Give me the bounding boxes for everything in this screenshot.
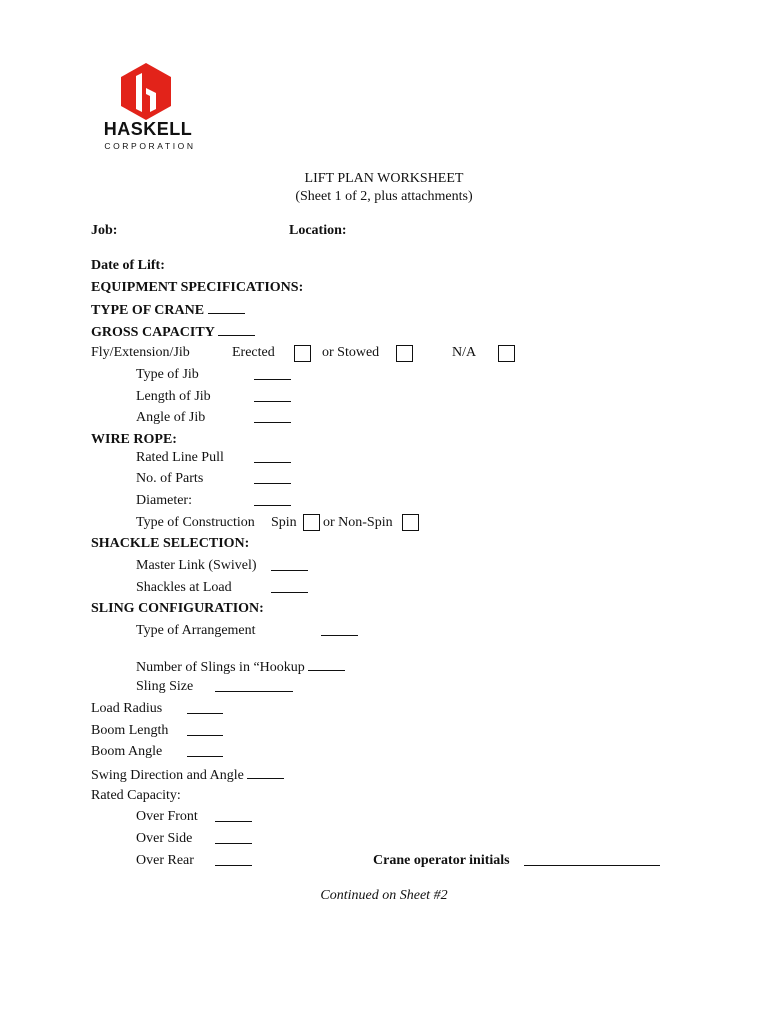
boom-angle-blank[interactable]: [187, 744, 223, 757]
type-of-arrangement-label: Type of Arrangement: [136, 623, 256, 638]
page-subtitle: (Sheet 1 of 2, plus attachments): [295, 189, 473, 204]
logo-subtext: CORPORATION: [104, 141, 196, 151]
date-of-lift-label: Date of Lift:: [91, 258, 165, 273]
page-title: LIFT PLAN WORKSHEET: [304, 171, 464, 186]
over-rear-blank[interactable]: [215, 853, 252, 866]
over-front-label: Over Front: [136, 809, 198, 824]
boom-length-label: Boom Length: [91, 723, 169, 738]
load-radius-blank[interactable]: [187, 701, 223, 714]
wire-rope-heading: WIRE ROPE:: [91, 432, 177, 447]
location-label: Location:: [289, 223, 347, 238]
over-front-blank[interactable]: [215, 809, 252, 822]
swing-direction-row: [91, 766, 284, 784]
over-side-label: Over Side: [136, 831, 193, 846]
type-of-construction-label: Type of Construction: [136, 515, 255, 530]
equipment-heading: EQUIPMENT SPECIFICATIONS:: [91, 280, 304, 295]
number-of-slings-row: [136, 658, 345, 676]
no-of-parts-label: No. of Parts: [136, 471, 204, 486]
type-of-arrangement-blank[interactable]: [321, 623, 358, 636]
shackles-at-load-blank[interactable]: [271, 580, 308, 593]
sling-size-label: Sling Size: [136, 679, 194, 694]
job-label: Job:: [91, 223, 118, 238]
rated-line-pull-label: Rated Line Pull: [136, 450, 224, 465]
type-of-crane-label: TYPE OF CRANE: [91, 303, 205, 318]
fly-extension-jib-label: Fly/Extension/Jib: [91, 345, 190, 360]
non-spin-label: or Non-Spin: [323, 515, 393, 530]
type-of-jib-label: Type of Jib: [136, 367, 199, 382]
non-spin-checkbox[interactable]: [402, 514, 419, 531]
spin-checkbox[interactable]: [303, 514, 320, 531]
swing-direction-label: Swing Direction and Angle: [91, 768, 244, 783]
gross-capacity-blank[interactable]: [218, 323, 255, 336]
shackle-heading: SHACKLE SELECTION:: [91, 536, 250, 551]
gross-capacity-label: GROSS CAPACITY: [91, 325, 215, 340]
angle-of-jib-blank[interactable]: [254, 410, 291, 423]
operator-initials-label: Crane operator initials: [373, 853, 510, 868]
master-link-blank[interactable]: [271, 558, 308, 571]
load-radius-label: Load Radius: [91, 701, 163, 716]
number-of-slings-blank[interactable]: [308, 658, 345, 671]
diameter-label: Diameter:: [136, 493, 192, 508]
no-of-parts-blank[interactable]: [254, 471, 291, 484]
rated-line-pull-blank[interactable]: [254, 450, 291, 463]
operator-initials-blank[interactable]: [524, 853, 660, 866]
sling-size-blank[interactable]: [215, 679, 293, 692]
erected-checkbox[interactable]: [294, 345, 311, 362]
swing-direction-blank[interactable]: [247, 766, 284, 779]
haskell-hexagon-icon: [90, 62, 206, 120]
angle-of-jib-label: Angle of Jib: [136, 410, 206, 425]
boom-length-blank[interactable]: [187, 723, 223, 736]
length-of-jib-blank[interactable]: [254, 389, 291, 402]
company-logo: [90, 62, 206, 152]
length-of-jib-label: Length of Jib: [136, 389, 211, 404]
rated-capacity-label: Rated Capacity:: [91, 788, 181, 803]
continued-note: Continued on Sheet #2: [320, 888, 448, 903]
na-checkbox[interactable]: [498, 345, 515, 362]
sling-heading: SLING CONFIGURATION:: [91, 601, 264, 616]
type-of-crane-blank[interactable]: [208, 301, 245, 314]
type-of-jib-blank[interactable]: [254, 367, 291, 380]
logo-wordmark: HASKELL: [103, 119, 193, 139]
gross-capacity-row: [91, 323, 255, 341]
na-label: N/A: [452, 345, 477, 360]
boom-angle-label: Boom Angle: [91, 744, 163, 759]
shackles-at-load-label: Shackles at Load: [136, 580, 232, 595]
diameter-blank[interactable]: [254, 493, 291, 506]
over-side-blank[interactable]: [215, 831, 252, 844]
stowed-label: or Stowed: [322, 345, 380, 360]
spin-label: Spin: [271, 515, 297, 530]
master-link-label: Master Link (Swivel): [136, 558, 257, 573]
over-rear-label: Over Rear: [136, 853, 194, 868]
erected-label: Erected: [232, 345, 275, 360]
type-of-crane-row: [91, 301, 245, 319]
number-of-slings-label: Number of Slings in “Hookup: [136, 660, 305, 675]
stowed-checkbox[interactable]: [396, 345, 413, 362]
